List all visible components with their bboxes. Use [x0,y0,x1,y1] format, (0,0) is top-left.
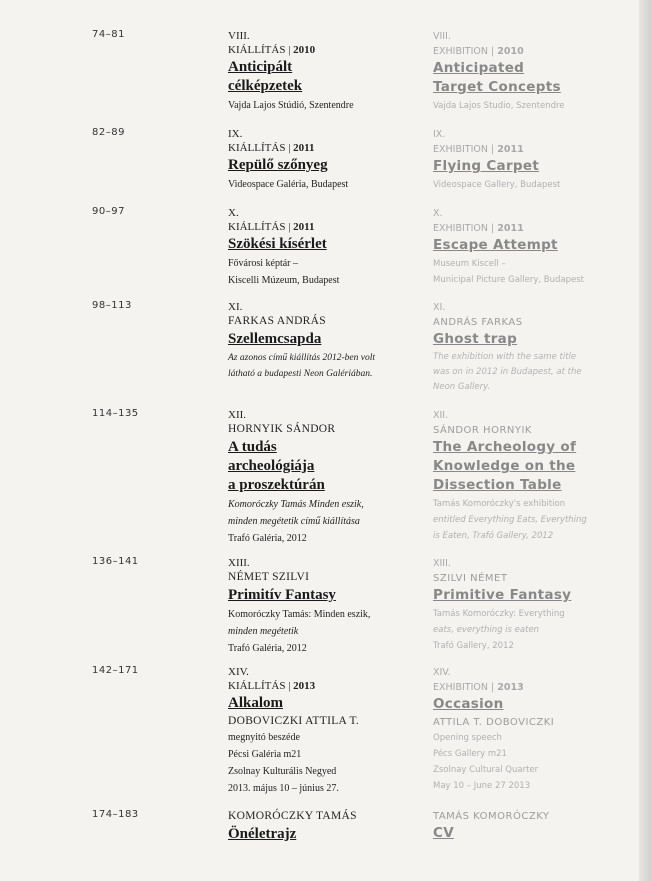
page-range: 98–113 [92,300,132,311]
section-title-link[interactable]: Önéletrajz [228,826,297,842]
section-location: is Eaten, Trafó Gallery, 2012 [433,531,554,541]
english-column [433,809,633,844]
section-location: Kiscelli Múzeum, Budapest [228,275,340,286]
english-column [433,127,633,193]
section-location: Videospace Galéria, Budapest [228,179,349,190]
section-numeral: XI. [228,301,243,313]
section-title-link[interactable]: Alkalom [228,695,284,711]
section-kind: KIÁLLÍTÁS | 2011 [228,221,315,233]
section-location: Komoróczky Tamás: Minden eszik, [228,609,371,620]
section-note: The exhibition with the same title [433,352,577,362]
section-location: Municipal Picture Gallery, Budapest [433,275,584,285]
section-numeral: X. [433,208,443,219]
section-location: Tamás Komoróczky: Everything [433,609,565,619]
section-title-link[interactable]: A tudás archeológiája a proszektúrán [228,439,325,493]
section-note: látható a budapesti Neon Galériában. [228,369,373,379]
section-author: SZILVI NÉMET [433,573,508,584]
section-location: Trafó Galéria, 2012 [228,533,307,544]
section-author: TAMÁS KOMORÓCZKY [433,811,550,822]
english-column [433,408,633,544]
section-note: was on in 2012 in Budapest, at the [433,367,582,377]
section-title-link[interactable]: Anticipated Target Concepts [433,60,561,95]
english-column [433,665,633,794]
page-range: 82–89 [92,127,125,138]
section-numeral: X. [228,207,239,219]
section-location: Zsolnay Cultural Quarter [433,765,539,775]
section-kind: EXHIBITION | 2011 [433,223,524,234]
section-numeral: IX. [228,128,243,140]
section-location: Trafó Galéria, 2012 [228,643,307,654]
section-note: Az azonos című kiállítás 2012-ben volt [228,353,375,363]
hungarian-column [228,665,413,797]
hungarian-column [228,556,413,657]
section-kind: KIÁLLÍTÁS | 2011 [228,142,315,154]
section-location: Komoróczky Tamás Minden eszik, [228,499,364,510]
section-title-link[interactable]: CV [433,825,454,841]
section-numeral: XIV. [228,666,249,678]
hungarian-column [228,29,413,114]
section-author: ATTILA T. DOBOVICZKI [433,717,555,728]
section-author: DOBOVICZKI ATTILA T. [228,715,360,727]
section-numeral: XI. [433,302,446,313]
section-title-link[interactable]: Ghost trap [433,331,518,347]
page-range: 90–97 [92,206,125,217]
section-kind: EXHIBITION | 2013 [433,682,524,693]
section-title-link[interactable]: Anticipált célképzetek [228,59,303,94]
section-location: entitled Everything Eats, Everything [433,515,587,525]
section-title-link[interactable]: Szökési kísérlet [228,236,327,252]
section-title-link[interactable]: Primitive Fantasy [433,587,572,603]
section-note: Neon Gallery. [433,382,491,392]
page-range: 114–135 [92,408,139,419]
section-location: minden megétetik című kiállítása [228,516,360,527]
hungarian-column [228,206,413,289]
section-location: megnyitó beszéde [228,732,300,743]
section-title-link[interactable]: Flying Carpet [433,158,540,174]
english-column [433,300,633,395]
section-location: eats, everything is eaten [433,625,540,635]
section-numeral: XII. [228,409,247,421]
section-numeral: VIII. [228,30,250,42]
section-location: Vajda Lajos Studio, Szentendre [433,101,565,111]
hungarian-column [228,408,413,547]
section-author: FARKAS ANDRÁS [228,315,326,327]
section-title-link[interactable]: Szellemcsapda [228,331,322,347]
section-location: Pécsi Galéria m21 [228,749,302,760]
section-numeral: XIII. [228,557,250,569]
section-kind: EXHIBITION | 2011 [433,144,524,155]
section-numeral: XII. [433,410,449,421]
section-author: NÉMET SZILVI [228,571,310,583]
page-range: 142–171 [92,665,139,676]
section-date: May 10 – June 27 2013 [433,781,531,791]
section-location: Trafó Gallery, 2012 [433,641,514,651]
section-title-link[interactable]: Primitív Fantasy [228,587,336,603]
english-column [433,206,633,288]
english-column [433,29,633,114]
section-location: Fővárosi képtár – [228,258,298,269]
section-date: 2013. május 10 – június 27. [228,783,339,794]
hungarian-column [228,127,413,193]
section-location: Zsolnay Kulturális Negyed [228,766,337,777]
hungarian-column [228,809,413,845]
section-author: KOMORÓCZKY TAMÁS [228,810,357,822]
hungarian-column [228,300,413,382]
section-kind: KIÁLLÍTÁS | 2010 [228,44,316,56]
section-location: minden megétetik [228,626,299,637]
section-kind: EXHIBITION | 2010 [433,46,524,57]
section-location: Museum Kiscell – [433,259,506,269]
section-author: SÁNDOR HORNYIK [433,425,532,436]
section-title-link[interactable]: The Archeology of Knowledge on the Dissection Table [433,439,577,493]
section-numeral: XIV. [433,667,451,678]
section-location: Tamás Komoróczky's exhibition [433,499,566,509]
section-location: Pécs Gallery m21 [433,749,507,759]
english-column [433,556,633,654]
section-numeral: IX. [433,129,446,140]
section-numeral: XIII. [433,558,451,569]
section-title-link[interactable]: Repülő szőnyeg [228,157,328,173]
section-location: Opening speech [433,733,502,743]
section-title-link[interactable]: Occasion [433,696,504,712]
page-range: 136–141 [92,556,139,567]
page-range: 74–81 [92,29,125,40]
section-author: HORNYIK SÁNDOR [228,423,336,435]
section-numeral: VIII. [433,31,451,42]
section-title-link[interactable]: Escape Attempt [433,237,558,253]
section-author: ANDRÁS FARKAS [433,317,523,328]
page-range: 174–183 [92,809,139,820]
section-location: Videospace Gallery, Budapest [433,180,561,190]
section-location: Vajda Lajos Stúdió, Szentendre [228,100,354,111]
page-edge [639,0,651,881]
section-kind: KIÁLLÍTÁS | 2013 [228,680,316,692]
